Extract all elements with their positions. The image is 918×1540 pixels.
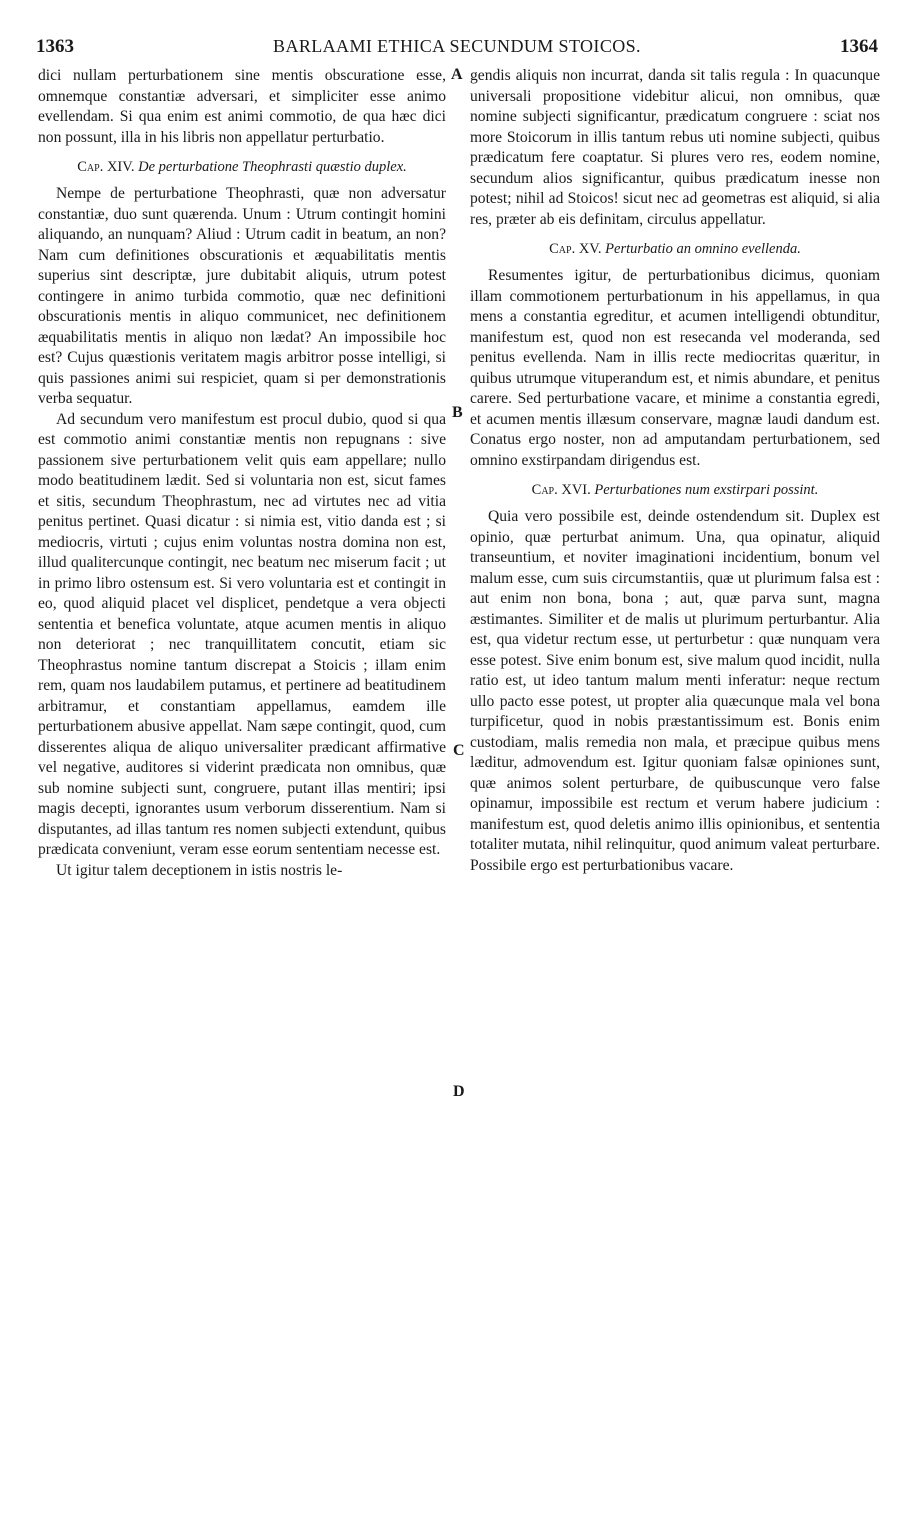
chapter-heading-xvi (470, 481, 880, 499)
left-column (38, 66, 446, 881)
right-column (470, 66, 880, 876)
page-number-right: 1364 (840, 36, 878, 57)
paragraph: Ad secundum vero manifestum est procul dubio, quod si qua est commotio animi constantiæ mentis non repugnans : sive passionem sive perturbationem velit quis eam appellare; nullo modo beatitudinem lædit. Sed si voluntaria non est, sicut fames et sitis, secundum Theophrastum, nec ad virtutes nec ad vitia penitus pertinet. Quasi dicatur : si nimia est, vitio danda est ; si mediocris, virtuti ; cujus enim voluntas nostra domina non est, illud qualitercunque contingit, nec beatum nec miserum facit ; ut in primo libro ostensum est. Si vero voluntaria est et contingit in eo, quod aliquid placet vel displicet, pendetque a vera objecti sententia et benefica voluntate, atque acumen mentis in aliquo non deteriorat ; nec tranquillitatem concutit, etiam sic Theophrastus nomine tantum discrepat a Stoicis ; illam enim rem, quam nos laudabilem putamus, et pertinere ad beatitudinem arbitramur, et constantiam appellamus, eamdem ille perturbationem abusive appellat. Nam sæpe contingit, quod, cum disserentes aliqua de aliquo universaliter prædicant affirmative vel negative, auditores si viderint prædicata non omnibus, quæ sub nomine subjecti sunt, congruere, putant illas mentiri; ipsi magis decepti, ignorantes usum verborum disserentium. Nam si disputantes, ad illas tantum res nomen subjecti extendunt, quibus prædicata conveniunt, veram esse eorum sententiam necesse est. (38, 410, 446, 858)
paragraph: Ut igitur talem deceptionem in istis nostris le- (56, 861, 343, 879)
margin-marker-d: D (453, 1083, 465, 1100)
paragraph: gendis aliquis non incurrat, danda sit talis regula : In quacunque universali propositione videbitur alicui, non omnibus, quæ nomine subjecti significantur, prædicatum congruere : sciat nos more Stoicorum in illis tantum rebus uti nomine subjecti, quibus prædicatum fere coaptatur. Si plures vero res, eodem nomine, secundum alios significantur, quibus prædicatum inesse non potest; nihil ad Stoicos! sicut nec ad geometras est aliquid, si alia res, præter ab eis definitam, circulus appellatur. (470, 67, 880, 228)
chapter-number: Cap. XVI. (531, 482, 591, 498)
margin-marker-c: C (453, 742, 465, 759)
chapter-number: Cap. XV. (549, 241, 602, 257)
paragraph: Quia vero possibile est, deinde ostendendum sit. Duplex est opinio, quæ perturbat animum. Una, qua opinatur, aliquid transeuntium, et noviter imaginationi incidentium, bonum vel malum esse, cum suis circumstantiis, quæ ut plurimum falsa est : aut enim non bona, bona ; aut, quæ parva sunt, magna æstimantes. Similiter et de malis ut plurimum perturbantur. Alia est, qua videtur rectum esse, ut perturbetur : quæ nunquam vera esse potest. Sive enim bonum est, sive malum quod incidit, nulla ratio est, ut ideo tantum malum menti inferatur: neque rectum ullo pacto esse potest, ut propter alia quæcunque mala vel bona turpificetur, quod in nobis præstantissimum est. Bonis enim custodiam, malis remedia non mala, et præcipue quibus mens læditur, admovendum est. Igitur quoniam falsæ opiniones sunt, quæ animos solent perturbare, de quibuscunque vero false opinamur, impossibile est rectum et verum habere judicium : manifestum est, quod deletis animo illis opinionibus, et sententia totaliter mutata, nihil relinquitur, quod animum valeat perturbare. Possibile ergo est perturbationibus vacare. (470, 508, 880, 874)
running-header (36, 36, 878, 62)
chapter-title: Perturbationes num exstirpari possint. (594, 482, 819, 498)
chapter-title: De perturbatione Theophrasti quæstio duplex. (138, 159, 407, 175)
paragraph: Nempe de perturbatione Theophrasti, quæ non adversatur constantiæ, duo sunt quærenda. Unum : Utrum contingit homini aliquando, an nunquam? Aliud : Utrum cadit in beatum, an non? Nam cum definitiones obscurationis et æquabilitatis mentis superius sint descriptæ, jure dubitabit aliquis, utrum potest contingere in animo turbida commotio, quæ nec definitioni obscurationis mentis in aliquo communicet, nec definitionem æquabilitatis mentis in aliquo non lædat? An impossibile hoc est? Cujus quæstionis veritatem magis arbitror posse intelligi, si quis passiones animi sui respiciet, quam si per demonstrationis verba sequatur. (38, 185, 446, 407)
paragraph: dici nullam perturbationem sine mentis obscuratione esse, omnemque constantiæ adversari, et simpliciter esse animo evellendam. Si qua enim est animi commotio, de qua hæc dici non possunt, illa in his libris non appellatur perturbatio. (38, 67, 446, 146)
margin-marker-b: B (452, 404, 463, 421)
chapter-title: Perturbatio an omnino evellenda. (605, 241, 801, 257)
chapter-number: Cap. XIV. (77, 159, 135, 175)
paragraph: Resumentes igitur, de perturbationibus dicimus, quoniam illam commotionem perturbationum in his appellamus, in qua mens a constantia egreditur, et acumen intelligendi obtunditur, manifestum est, quod non est resecanda vel moderanda, sed penitus evellenda. Nam in illis recte mediocritas quæritur, in quibus utrumque vituperandum est, et nimis abundare, et penitus carere. Sed perturbatione vacare, et minime a constantia egredi, et acumen mentis illæsum conservare, magnæ laudi dandum est. Conatus ergo noster, non ad amputandam perturbationem, sed omnino exstirpandam dirigendus est. (470, 267, 880, 469)
chapter-heading-xiv (38, 158, 446, 176)
page-number-left: 1363 (36, 36, 74, 57)
chapter-heading-xv (470, 240, 880, 258)
margin-marker-a: A (451, 66, 463, 83)
running-title: BARLAAMI ETHICA SECUNDUM STOICOS. (273, 36, 641, 56)
